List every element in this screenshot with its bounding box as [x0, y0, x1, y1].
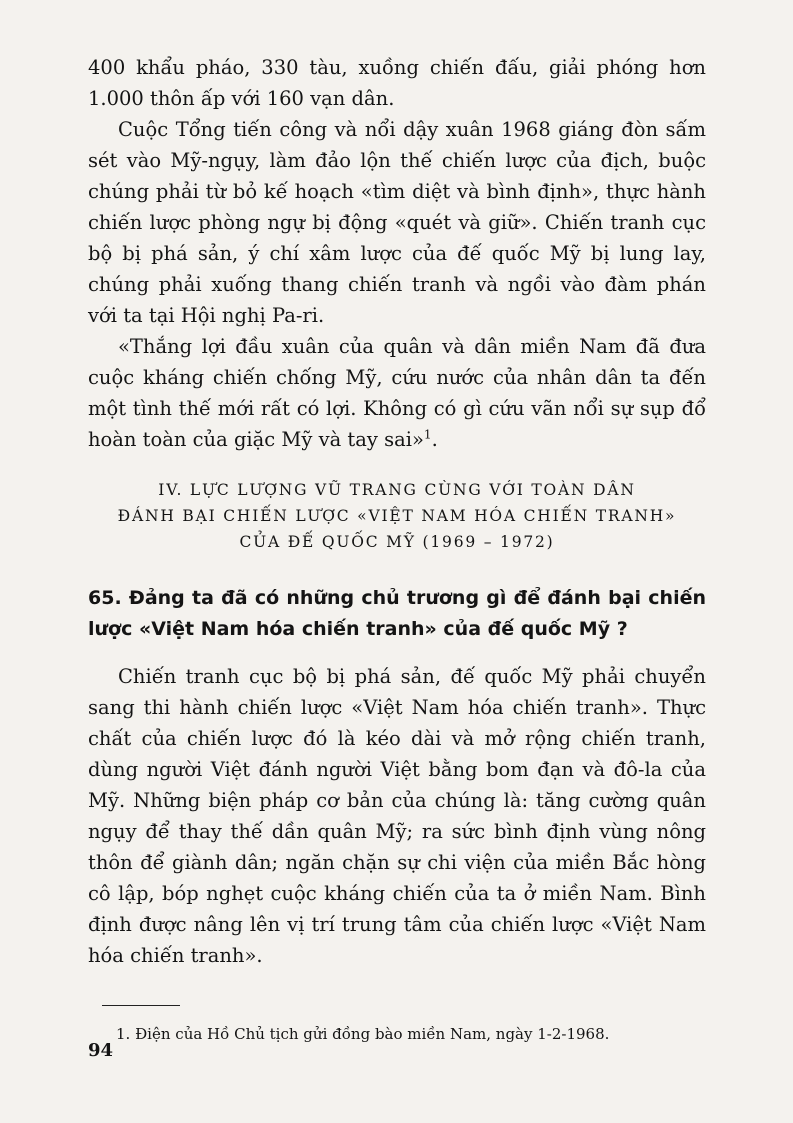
- paragraph-continued: 400 khẩu pháo, 330 tàu, xuồng chiến đấu, giải phóng hơn 1.000 thôn ấp với 160 vạn dân.: [88, 56, 706, 110]
- section-heading: [88, 477, 706, 555]
- paragraph-quote: [88, 331, 706, 455]
- section-heading-line-2: ĐÁNH BẠI CHIẾN LƯỢC «VIỆT NAM HÓA CHIẾN TRANH»: [117, 507, 677, 525]
- footnote: 1. Điện của Hồ Chủ tịch gửi đồng bào miền Nam, ngày 1-2-1968.: [116, 1025, 610, 1043]
- section-heading-line-3: CỦA ĐẾ QUỐC MỸ (1969 – 1972): [239, 533, 555, 551]
- question-heading: 65. Đảng ta đã có những chủ trương gì để đánh bại chiến lược «Việt Nam hóa chiến tranh» của đế quốc Mỹ ?: [88, 587, 706, 640]
- quote-end: .: [431, 428, 438, 451]
- page-number: 94: [88, 1040, 114, 1061]
- question-answer-paragraph: Chiến tranh cục bộ bị phá sản, đế quốc Mỹ phải chuyển sang thi hành chiến lược «Việt Nam hóa chiến tranh». Thực chất của chiến lược đó là kéo dài và mở rộng chiến tranh, dùng người Việt đánh người Việt bằng bom đạn và đô-la của Mỹ. Những biện pháp cơ bản của chúng là: tăng cường quân ngụy để thay thế dần quân Mỹ; ra sức bình định vùng nông thôn để giành dân; ngăn chặn sự chi viện của miền Bắc hòng cô lập, bóp nghẹt cuộc kháng chiến của ta ở miền Nam. Bình định được nâng lên vị trí trung tâm của chiến lược «Việt Nam hóa chiến tranh».: [88, 665, 706, 967]
- footnote-reference: 1: [423, 427, 432, 442]
- quote-text: «Thắng lợi đầu xuân của quân và dân miền Nam đã đưa cuộc kháng chiến chống Mỹ, cứu nước của nhân dân ta đến một tình thế mới rất có lợi. Không có gì cứu vãn nổi sự sụp đổ hoàn toàn của giặc Mỹ và tay sai»: [88, 335, 706, 451]
- section-heading-line-1: IV. LỰC LƯỢNG VŨ TRANG CÙNG VỚI TOÀN DÂN: [158, 481, 636, 499]
- footnote-divider: [102, 1005, 180, 1006]
- paragraph-tet-offensive: Cuộc Tổng tiến công và nổi dậy xuân 1968 giáng đòn sấm sét vào Mỹ-ngụy, làm đảo lộn thế chiến lược của địch, buộc chúng phải từ bỏ kế hoạch «tìm diệt và bình định», thực hành chiến lược phòng ngự bị động «quét và giữ». Chiến tranh cục bộ bị phá sản, ý chí xâm lược của đế quốc Mỹ bị lung lay, chúng phải xuống thang chiến tranh và ngồi vào đàm phán với ta tại Hội nghị Pa-ri.: [88, 118, 706, 327]
- page-content: [88, 52, 706, 1047]
